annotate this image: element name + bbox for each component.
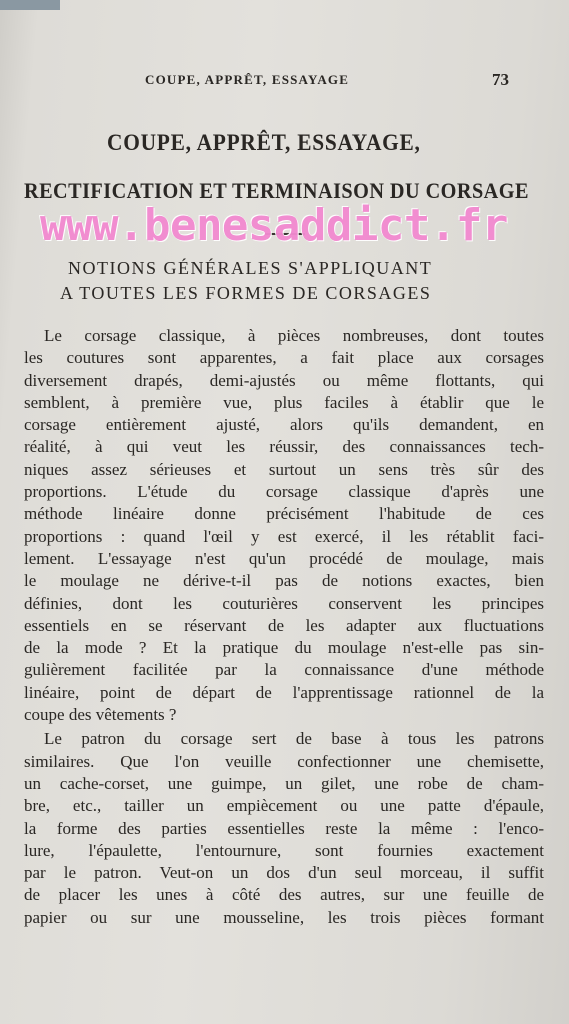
text-line: par le patron. Veut-on un dos d'un seul morceau, il suffit: [24, 863, 544, 883]
text-line: de la mode ? Et la pratique du moulage n'est-elle pas sin-: [24, 638, 544, 658]
watermark: www.benesaddict.fr: [40, 200, 508, 251]
section-heading-line-2: A TOUTES LES FORMES DE CORSAGES: [60, 283, 432, 303]
text-line: réalité, à qui veut les réussir, des connaissances tech-: [24, 437, 544, 457]
body-text: [24, 325, 544, 929]
background-edge: [0, 0, 60, 10]
text-line: lure, l'épaulette, l'entournure, sont fournies exactement: [24, 840, 544, 860]
text-line: proportions : quand l'œil y est exercé, il les rétablit faci-: [24, 526, 544, 546]
text-line: un cache-corset, une guimpe, un gilet, une robe de cham-: [24, 773, 544, 793]
running-head-title: COUPE, APPRÊT, ESSAYAGE: [145, 72, 350, 87]
text-line: lement. L'essayage n'est qu'un procédé de moulage, mais: [24, 548, 544, 568]
text-line: méthode linéaire donne précisément l'habitude de ces: [24, 504, 544, 524]
chapter-subtitle: RECTIFICATION ET TERMINAISON DU CORSAGE: [24, 178, 529, 203]
paragraph-2: [24, 728, 544, 929]
section-heading-line-1: NOTIONS GÉNÉRALES S'APPLIQUANT: [68, 258, 433, 278]
text-line: linéaire, point de départ de l'apprentissage rationnel de la: [24, 682, 544, 702]
text-line: coupe des vêtements ?: [24, 705, 177, 725]
text-line: essentiels en se réservant de les adapter aux fluctuations: [24, 615, 544, 635]
text-line: Le patron du corsage sert de base à tous les patrons: [44, 729, 544, 749]
text-line: les coutures sont apparentes, a fait place aux corsages: [24, 348, 544, 368]
text-line: semblent, à première vue, plus faciles à établir que le: [24, 392, 544, 412]
text-line: gulièrement facilitée par la connaissance d'une méthode: [24, 660, 544, 680]
text-line: la forme des parties essentielles reste la même : l'enco-: [24, 818, 544, 838]
text-line: le moulage ne dérive-t-il pas de notions exactes, bien: [24, 571, 544, 591]
paragraph-1: [24, 325, 544, 726]
page-number: 73: [492, 70, 509, 89]
text-line: niques assez sérieuses et surtout un sens très sûr des: [24, 459, 544, 479]
text-line: papier ou sur une mousseline, les trois pièces formant: [24, 907, 544, 927]
text-line: définies, dont les couturières conservent les principes: [24, 593, 544, 613]
text-line: diversement drapés, demi-ajustés ou même flottants, qui: [24, 370, 544, 390]
chapter-title: COUPE, APPRÊT, ESSAYAGE,: [107, 130, 421, 155]
text-line: similaires. Que l'on veuille confectionner une chemisette,: [24, 751, 544, 771]
text-line: corsage entièrement ajusté, alors qu'ils demandent, en: [24, 415, 544, 435]
text-line: de placer les unes à côté des autres, sur une feuille de: [24, 885, 544, 905]
text-line: proportions. L'étude du corsage classique d'après une: [24, 482, 544, 502]
text-line: Le corsage classique, à pièces nombreuses, dont toutes: [44, 326, 544, 345]
text-line: bre, etc., tailler un empiècement ou une patte d'épaule,: [24, 796, 544, 816]
